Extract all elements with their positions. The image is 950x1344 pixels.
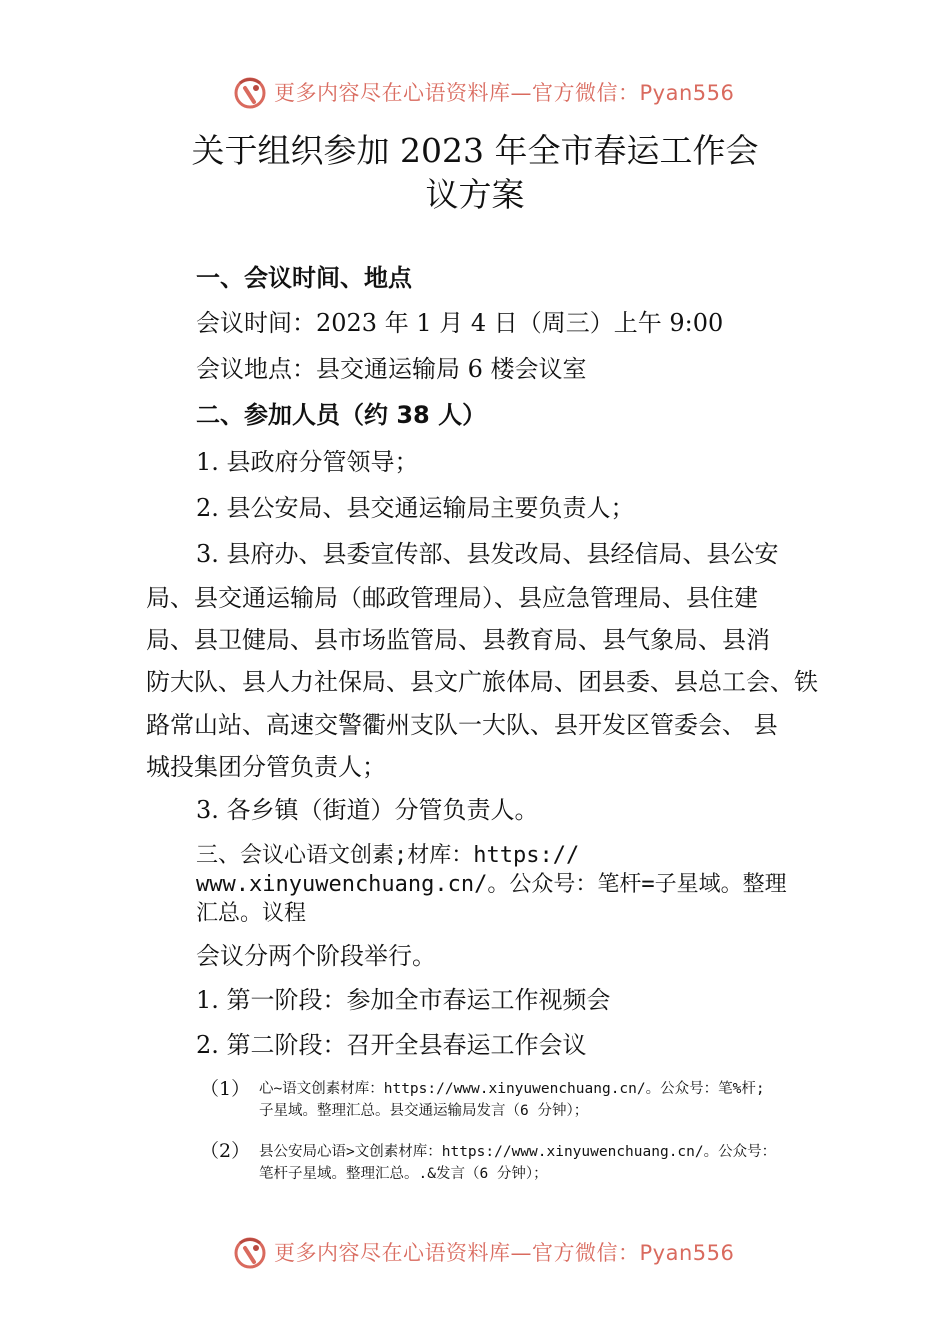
sub-item-2-line: 笔杆子星域。整理汇总。.&发言（6 分钟）； bbox=[259, 1166, 548, 1182]
document-title-line-2: 议方案 bbox=[425, 175, 525, 214]
attendee-item-3-line: 3. 县府办、县委宣传部、县发改局、县经信局、县公安 bbox=[196, 540, 779, 568]
sub-item-number-2: （2） bbox=[200, 1140, 251, 1162]
attendee-item-3-line: 局、县卫健局、县市场监管局、县教育局、县气象局、县消 bbox=[146, 626, 770, 654]
logo-icon bbox=[232, 74, 268, 110]
section-heading-1: 一、会议时间、地点 bbox=[196, 264, 412, 292]
attendee-item-3-line: 局、县交通运输局（邮政管理局）、县应急管理局、县住建 bbox=[146, 584, 758, 612]
section-heading-3-line: 汇总。议程 bbox=[196, 901, 307, 926]
attendee-item-1: 1. 县政府分管领导； bbox=[196, 448, 419, 476]
attendee-item-3-line: 城投集团分管负责人； bbox=[146, 753, 386, 781]
watermark-text: 更多内容尽在心语资料库—官方微信：Pyan556 bbox=[274, 1241, 735, 1265]
logo-icon bbox=[232, 1234, 268, 1270]
footer-watermark-banner bbox=[232, 1232, 734, 1272]
sub-item-number-1: （1） bbox=[200, 1078, 251, 1100]
meeting-place: 会议地点：县交通运输局 6 楼会议室 bbox=[196, 355, 587, 383]
attendee-item-3-line: 路常山站、高速交警衢州支队一大队、县开发区管委会、 县 bbox=[146, 711, 778, 739]
agenda-stage-1: 1. 第一阶段：参加全市春运工作视频会 bbox=[196, 986, 611, 1014]
watermark-text: 更多内容尽在心语资料库—官方微信：Pyan556 bbox=[274, 81, 735, 105]
section-heading-3-line: 三、会议心语文创素;材库：https:// bbox=[196, 843, 580, 868]
header-watermark-banner bbox=[232, 72, 734, 112]
meeting-time: 会议时间：2023 年 1 月 4 日（周三）上午 9:00 bbox=[196, 309, 724, 337]
document-title-line-1: 关于组织参加 2023 年全市春运工作会 bbox=[191, 131, 759, 170]
attendee-item-2: 2. 县公安局、县交通运输局主要负责人； bbox=[196, 494, 635, 522]
section-heading-2: 二、参加人员（约 38 人） bbox=[196, 401, 487, 429]
agenda-stage-2: 2. 第二阶段：召开全县春运工作会议 bbox=[196, 1031, 587, 1059]
attendee-item-3-line: 防大队、县人力社保局、县文广旅体局、团县委、县总工会、铁 bbox=[146, 668, 818, 696]
sub-item-2-line: 县公安局心语>文创素材库：https://www.xinyuwenchuang.cn/。公众号： bbox=[259, 1144, 777, 1160]
attendee-item-4: 3. 各乡镇（街道）分管负责人。 bbox=[196, 796, 539, 824]
section-heading-3-line: www.xinyuwenchuang.cn/。公众号：笔杆=子星域。整理 bbox=[196, 872, 787, 897]
agenda-intro: 会议分两个阶段举行。 bbox=[196, 942, 436, 970]
sub-item-1-line: 心~语文创素材库：https://www.xinyuwenchuang.cn/。公众号：笔%杆; bbox=[259, 1081, 765, 1097]
sub-item-1-line: 子星域。整理汇总。县交通运输局发言（6 分钟）； bbox=[259, 1103, 589, 1119]
